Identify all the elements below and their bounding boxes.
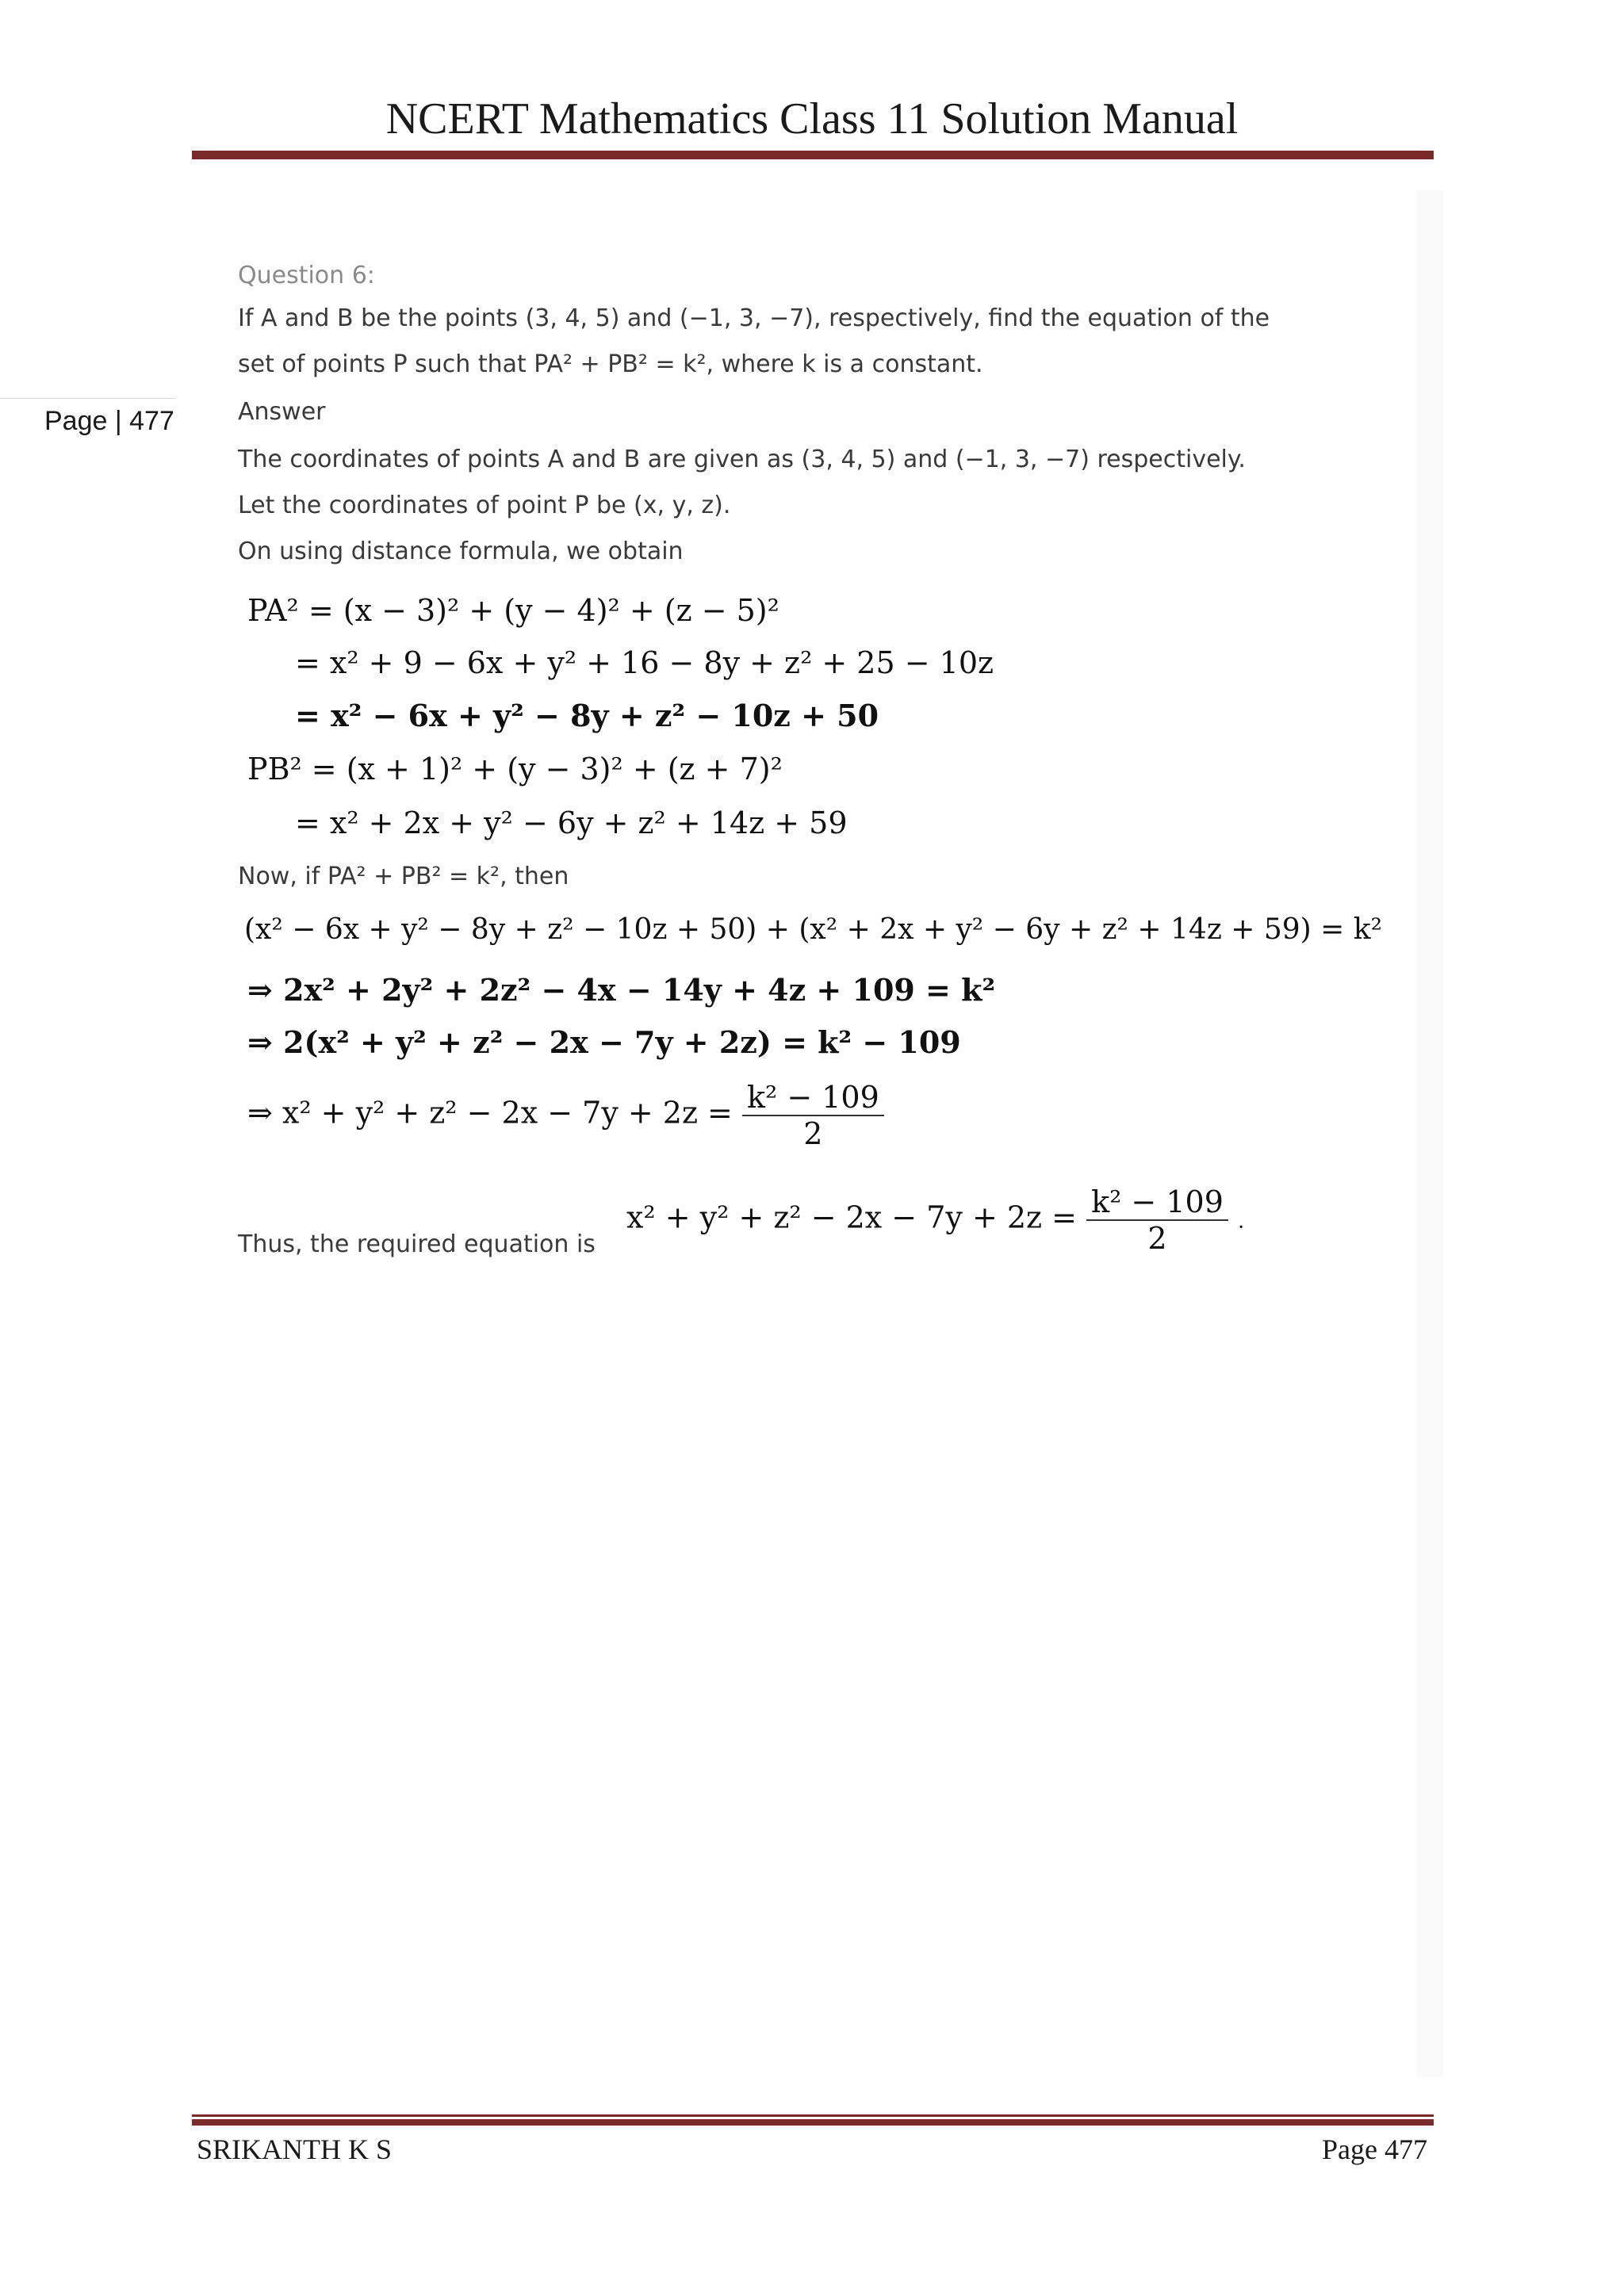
answer-text-line-2: Let the coordinates of point P be (x, y, z). [238, 492, 731, 519]
equation-pa-squared: PA² = (x − 3)² + (y − 4)² + (z − 5)² [247, 593, 779, 628]
conclusion-text: Thus, the required equation is [238, 1230, 596, 1258]
answer-text-line-3: On using distance formula, we obtain [238, 538, 684, 565]
answer-text-line-1: The coordinates of points A and B are given as (3, 4, 5) and (−1, 3, −7) respectively. [238, 446, 1246, 473]
equation-pa-expanded: = x² + 9 − 6x + y² + 16 − 8y + z² + 25 − 10z [295, 645, 994, 680]
question-label: Question 6: [238, 262, 375, 289]
question-text-line-2: set of points P such that PA² + PB² = k², where k is a constant. [238, 350, 983, 378]
answer-text-line-4: Now, if PA² + PB² = k², then [238, 863, 569, 890]
equation-pb-simplified: = x² + 2x + y² − 6y + z² + 14z + 59 [295, 806, 848, 840]
final-equation-dot: . [1237, 1209, 1245, 1234]
equation-step-2: ⇒ 2(x² + y² + z² − 2x − 7y + 2z) = k² − 109 [247, 1024, 961, 1060]
equation-step-3-fraction [742, 1080, 884, 1151]
final-equation-fraction [1086, 1184, 1228, 1256]
margin-divider [0, 398, 176, 399]
equation-pa-simplified: = x² − 6x + y² − 8y + z² − 10z + 50 [295, 698, 879, 733]
final-equation-denominator: 2 [1147, 1221, 1167, 1256]
final-equation [626, 1184, 1244, 1256]
answer-label: Answer [238, 398, 326, 426]
question-text-line-1: If A and B be the points (3, 4, 5) and (−1, 3, −7), respectively, find the equation of the [238, 304, 1270, 332]
scan-shade [1416, 190, 1443, 2077]
footer-page-number: Page 477 [1322, 2133, 1427, 2165]
equation-step-1: ⇒ 2x² + 2y² + 2z² − 4x − 14y + 4z + 109 = k² [247, 972, 996, 1008]
final-equation-numerator: k² − 109 [1086, 1184, 1228, 1221]
margin-page-label: Page | 477 [44, 406, 174, 436]
equation-pb-squared: PB² = (x + 1)² + (y − 3)² + (z + 7)² [247, 752, 783, 786]
footer-author: SRIKANTH K S [197, 2133, 393, 2165]
footer-rule [192, 2114, 1434, 2126]
equation-step-3-lhs: ⇒ x² + y² + z² − 2x − 7y + 2z = [247, 1095, 733, 1131]
final-equation-lhs: x² + y² + z² − 2x − 7y + 2z = [626, 1200, 1077, 1235]
equation-step-3 [247, 1080, 884, 1151]
equation-step-3-numerator: k² − 109 [742, 1080, 884, 1116]
equation-sum: (x² − 6x + y² − 8y + z² − 10z + 50) + (x² + 2x + y² − 6y + z² + 14z + 59) = k² [244, 913, 1383, 946]
equation-step-3-denominator: 2 [803, 1116, 823, 1151]
header-title: NCERT Mathematics Class 11 Solution Manual [385, 94, 1239, 144]
header-rule [192, 148, 1434, 159]
